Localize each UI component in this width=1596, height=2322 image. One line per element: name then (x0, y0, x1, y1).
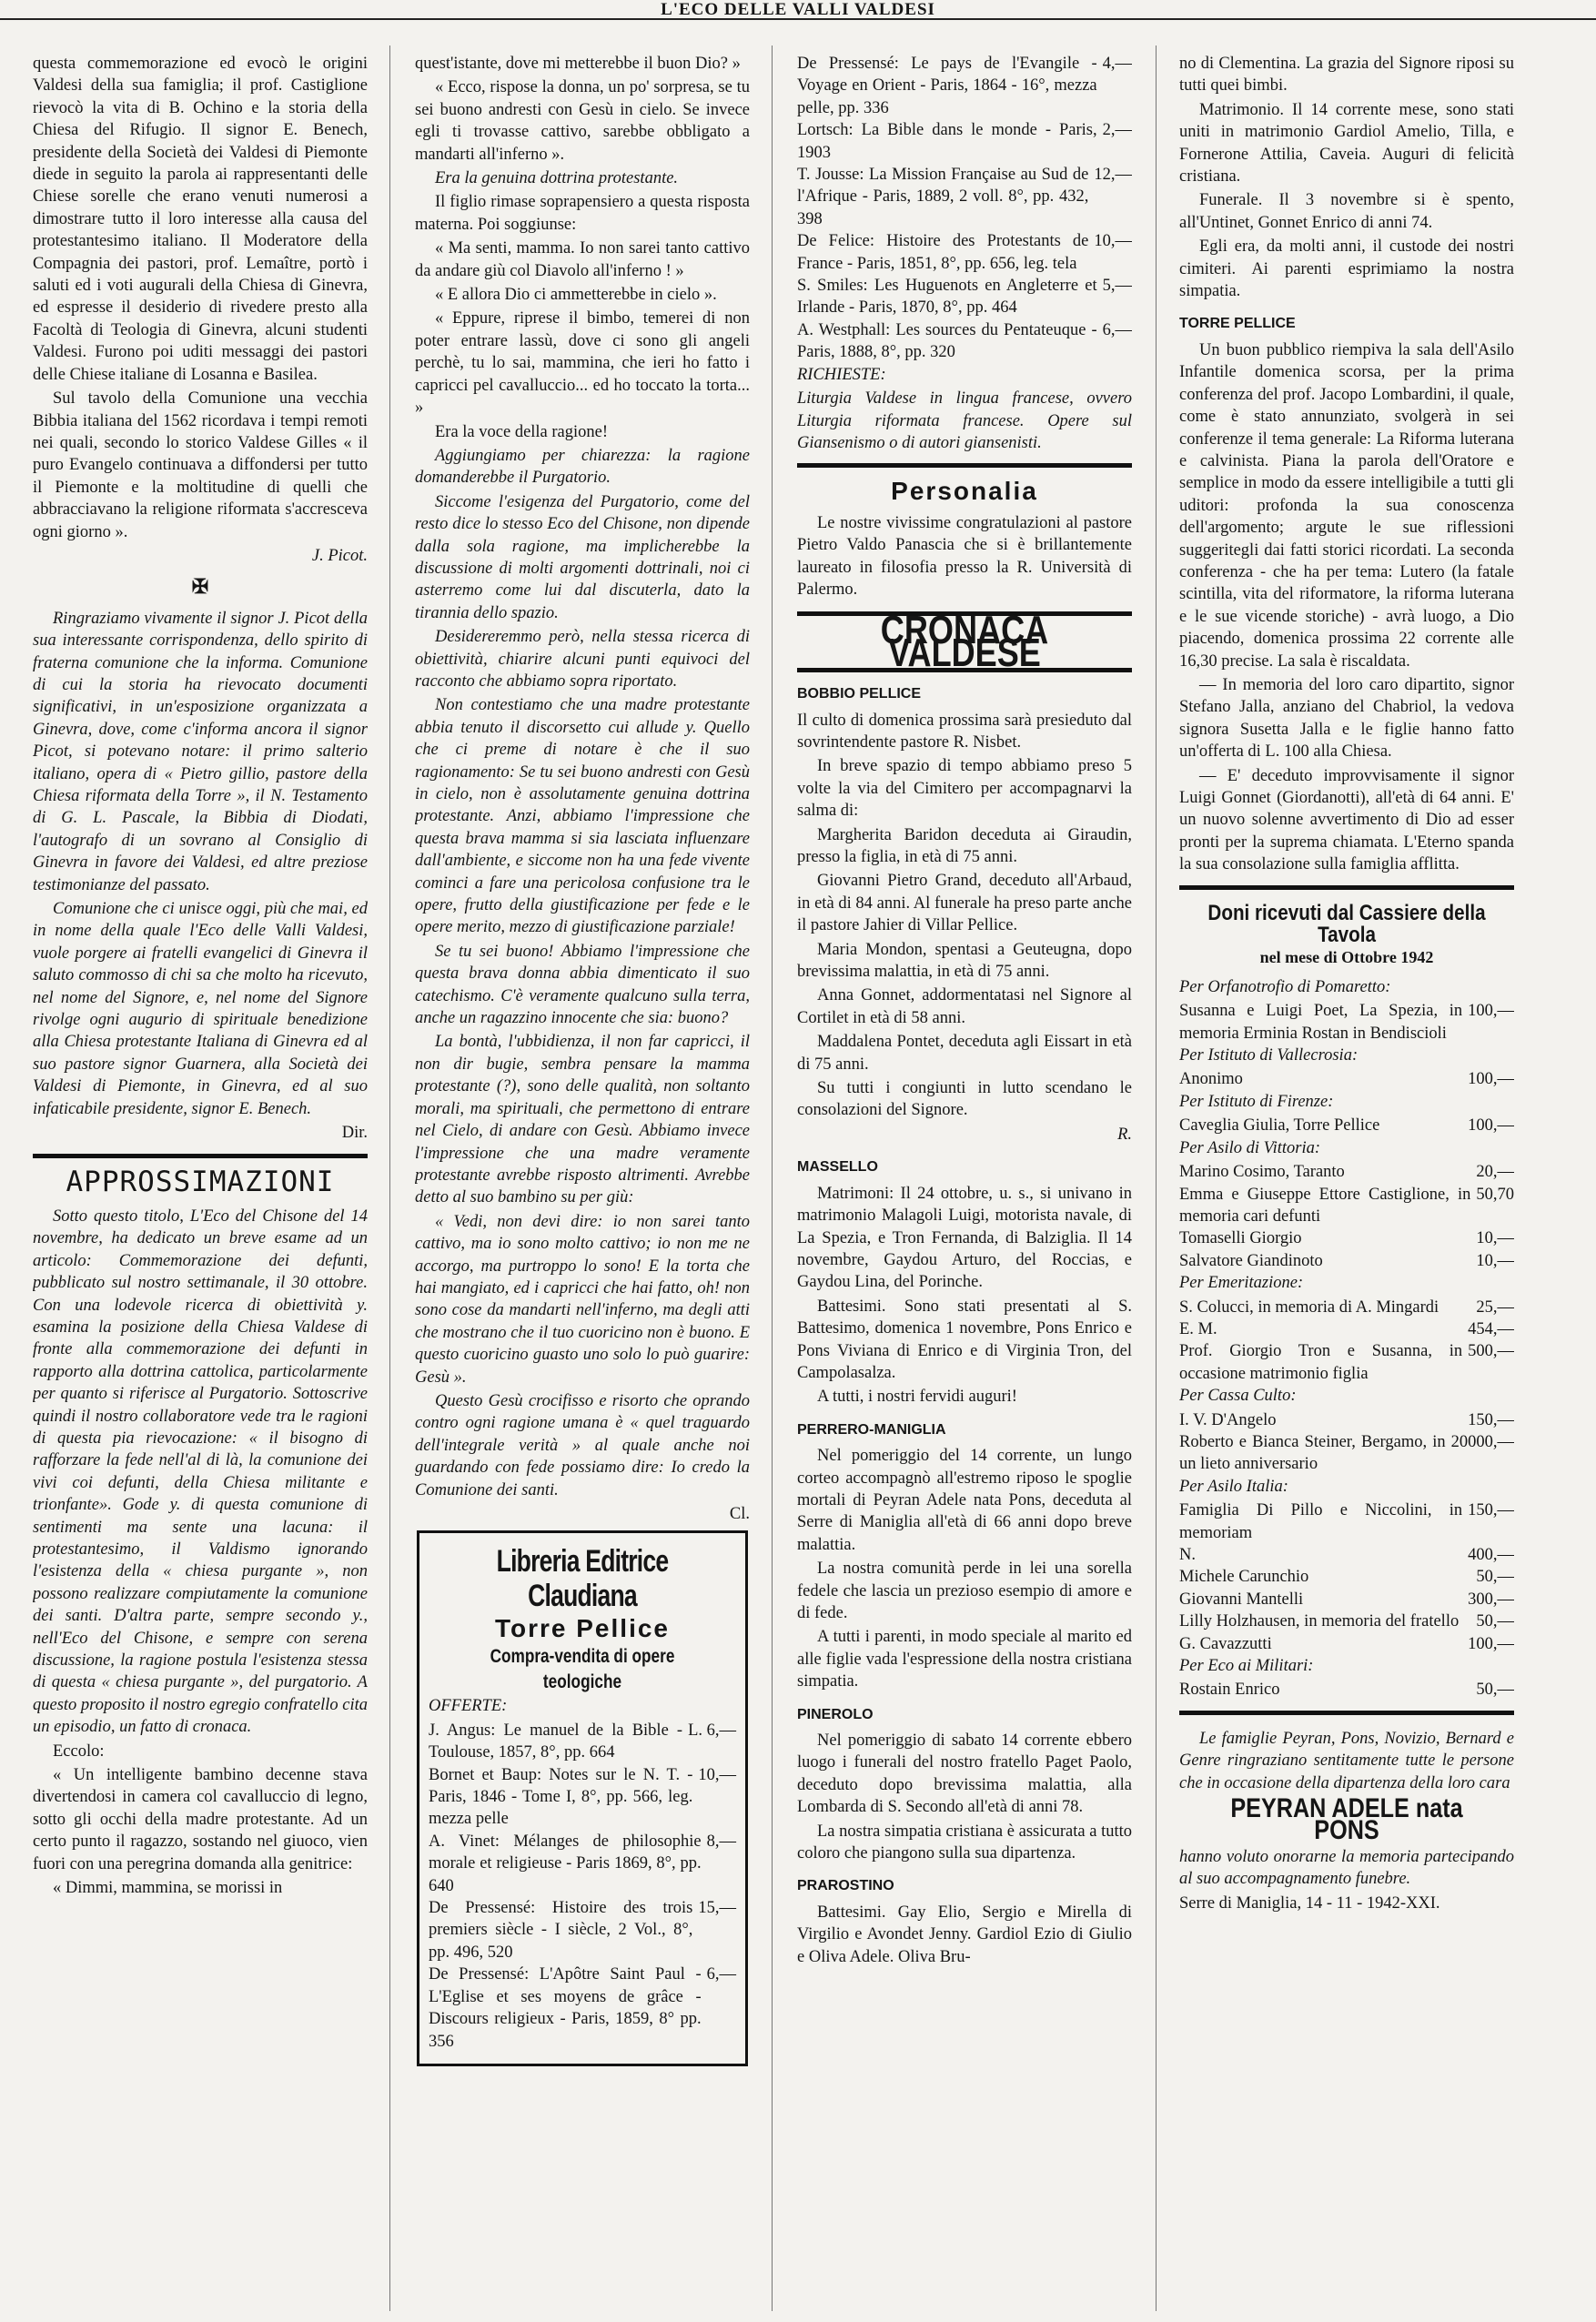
item-amount: 100,— (1468, 1634, 1514, 1653)
signature: Dir. (341, 1124, 368, 1143)
paragraph: — In memoria del loro caro dipartito, signor Stefano Jalla, anziano del Chabriol, la vedova signora Susetta Jalla e le figlie hanno fatto un'offerta di L. 100 alla Chiesa. (1179, 675, 1514, 762)
list-category: Per Istituto di Firenze: (1179, 1092, 1334, 1111)
item-description: Michele Carunchio (1179, 1568, 1309, 1587)
item-description: Famiglia Di Pillo e Niccolini, in memoriam (1179, 1501, 1463, 1542)
list-category: Per Istituto di Vallecrosia: (1179, 1046, 1359, 1065)
paragraph: Maddalena Pontet, deceduta agli Eissart in età di 75 anni. (797, 1033, 1132, 1074)
signature: R. (1117, 1125, 1132, 1144)
list-item (1179, 1068, 1514, 1090)
item-amount: 50,70 (1476, 1185, 1514, 1204)
offers-heading: OFFERTE: (429, 1697, 508, 1716)
cronaca-banner (797, 608, 1132, 675)
item-description: Lortsch: La Bible dans le monde - Paris, 1903 (797, 121, 1097, 162)
paragraph: Il figlio rimase soprapensiero a questa risposta materna. Poi soggiunse: (415, 193, 750, 234)
thanks-notice: Le famiglie Peyran, Pons, Novizio, Bernard e Genre ringraziano sentitamente tutte le persone che in occasione della dipartenza della loro cara (1179, 1729, 1514, 1792)
list-item (1179, 1000, 1514, 1045)
paragraph: « Dimmi, mammina, se morissi in (53, 1879, 283, 1898)
list-item (1179, 1431, 1514, 1476)
item-description: Rostain Enrico (1179, 1681, 1280, 1700)
section-heading: TORRE PELLICE (1179, 316, 1296, 332)
list-item (797, 119, 1132, 164)
deceased-name: PEYRAN ADELE nata PONS (1230, 1793, 1463, 1846)
signature: Cl. (729, 1505, 750, 1523)
column-2 (415, 53, 750, 2309)
paragraph: A tutti i parenti, in modo speciale al marito ed alle figlie vada l'espressione della nostra cristiana simpatia. (797, 1628, 1132, 1691)
section-rule (797, 463, 1132, 468)
paragraph: Ringraziamo vivamente il signor J. Picot della sua interessante corrispondenza, dello spirito di fraterna comunione che la informa. Comunione di cui la storia ha rievocato documenti significativi, in un'esposizione organizzata a Ginevra, dove, come c'informa ancora il signor Picot, si potevano notare: il primo salterio italiano, opera di « Pietro gillio, pastore della Chiesa riformata della Torre », il N. Testamento di G. L. Pascale, la Bibbia di Diodati, l'autografo di un sovrano al Consiglio di Ginevra in favore dei Valdesi, ed altre preziose testimonianze del passato. (33, 609, 368, 894)
article-headline: APPROSSIMAZIONI (66, 1165, 335, 1198)
item-amount: 15,— (698, 1899, 736, 1918)
advert-subtitle: Torre Pellice (494, 1614, 670, 1643)
item-description: Susanna e Luigi Poet, La Spezia, in memoria Erminia Rostan in Bendiscioli (1179, 1002, 1463, 1043)
list-item (1179, 1679, 1514, 1701)
paragraph: Non contestiamo che una madre protestante abbia tenuto il discorsetto cui allude y. Quello che ci preme di notare è che il suo ragionamento: Se tu sei buono andresti con Gesù in cielo, non è assolutamente genuina dottrina protestante. Anzi, abbiamo l'impressione che questa brava mamma si sia lasciata influenzare dall'ambiente, e siccome non ha una fede vivente cominci a fare una pericolosa confusione tra le opere, frutto della giustificazione per fede e le opere merito, mezzo di giustificazione parziale! (415, 696, 750, 937)
paragraph: « Vedi, non devi dire: io non sarei tanto cattivo, ma io sono molto cattivo; io non me ne accorgo, ma purtroppo lo sono! E la torta che hai mangiato, ed i capricci che hai fatto, oh! non sono cose da mandarti nell'inferno, ma degli atti che mostrano che il tuo cuoricino non è buono. E questo cuoricino guasto uno solo lo può guarire: Gesù ». (415, 1212, 750, 1387)
list-category: Per Asilo di Vittoria: (1179, 1138, 1321, 1157)
item-amount: 150,— (1468, 1501, 1514, 1520)
item-amount: 50,— (1476, 1612, 1514, 1631)
item-description: A. Vinet: Mélanges de philosophie morale et religieuse - Paris 1869, 8°, pp. 640 (429, 1832, 702, 1895)
item-description: Prof. Giorgio Tron e Susanna, in occasione matrimonio figlia (1179, 1342, 1463, 1383)
list-item (1179, 1544, 1514, 1566)
column-divider (772, 45, 773, 2311)
item-description: E. M. (1179, 1319, 1217, 1338)
paragraph: Eccolo: (53, 1742, 105, 1761)
paragraph: « E allora Dio ci ammetterebbe in cielo ». (435, 286, 717, 305)
paragraph: « Eppure, riprese il bimbo, temerei di non poter entrare lassù, dove ci sono gli angeli perchè, tu lo sai, mammina, che ieri ho fatto i capricci pel cavalluccio... ed ho toccato la torta... » (415, 309, 750, 418)
list-item (1179, 1297, 1514, 1318)
item-description: Lilly Holzhausen, in memoria del fratello (1179, 1612, 1460, 1631)
item-amount: 8,— (706, 1832, 736, 1851)
paragraph: Battesimi. Gay Elio, Sergio e Mirella di Virgilio e Avondet Jenny. Gardiol Ezio di Giulio e Oliva Adele. Oliva Bru- (797, 1903, 1132, 1966)
paragraph: « Ma senti, mamma. Io non sarei tanto cattivo da andare giù col Diavolo all'inferno ! » (415, 239, 750, 280)
item-amount: 100,— (1468, 1070, 1514, 1089)
section-rule (33, 1154, 368, 1158)
paragraph: Era la voce della ragione! (435, 422, 609, 441)
item-amount: 12,— (1094, 166, 1132, 185)
list-item (1179, 1409, 1514, 1431)
list-item (429, 1831, 736, 1897)
item-description: I. V. D'Angelo (1179, 1410, 1277, 1429)
advert-title: Libreria Editrice Claudiana (496, 1544, 669, 1614)
paragraph: Margherita Baridon deceduta ai Giraudin, presso la figlia, in età di 75 anni. (797, 825, 1132, 866)
column-4 (1179, 53, 1514, 2309)
donations-heading: Doni ricevuti dal Cassiere della Tavola (1207, 900, 1486, 948)
list-item (1179, 1633, 1514, 1655)
item-description: N. (1179, 1546, 1196, 1564)
list-item (1179, 1161, 1514, 1183)
item-amount: 100,— (1468, 1116, 1514, 1136)
list-item (1179, 1318, 1514, 1340)
item-amount: 6,— (1102, 320, 1132, 339)
advert-tagline: Compra-vendita di opere teologiche (490, 1646, 675, 1693)
paragraph: Matrimonio. Il 14 corrente mese, sono stati uniti in matrimonio Gardiol Amelio, Tilla, e Fornerone Attilia, Caveia. Auguri di felicità cristiana. (1179, 100, 1514, 187)
item-amount: 5,— (1102, 277, 1132, 296)
paragraph: questa commemorazione ed evocò le origini Valdesi della sua famiglia; il prof. Castiglione rievocò la vita di B. Ochino e la storia della Chiesa del Rifugio. Il signor E. Benech, presidente della Società dei Valdesi di Piemonte diede in seguito la parola ai rappresentanti delle Chiese sorelle che erano venuti numerosi a dimostrare tutto il loro interesse alla causa del protestantesimo italiano. Il Moderatore della Compagnia dei pastori, prof. Lemaître, portò i saluti ed i voti augurali della Chiesa di Ginevra, ed espresse il desiderio di rivedere presto alla Facoltà di Teologia di Ginevra, alcuni studenti Valdesi. Furono poi uditi messaggi dei pastori delle Chiese italiane di Losanna e Basilea. (33, 55, 368, 384)
paragraph: Egli era, da molti anni, il custode dei nostri cimiteri. Ai parenti esprimiamo la nostra simpatia. (1179, 237, 1514, 301)
item-amount: 500,— (1468, 1342, 1514, 1361)
item-description: Caveglia Giulia, Torre Pellice (1179, 1116, 1380, 1136)
item-description: Tomaselli Giorgio (1179, 1229, 1302, 1248)
column-divider (389, 45, 390, 2311)
item-amount: 10,— (698, 1765, 736, 1784)
list-category: Per Asilo Italia: (1179, 1477, 1288, 1496)
list-category: Per Cassa Culto: (1179, 1387, 1297, 1406)
paragraph: Su tutti i congiunti in lutto scendano le consolazioni del Signore. (797, 1079, 1132, 1120)
item-amount: 100,— (1468, 1002, 1514, 1021)
item-description: Salvatore Giandinoto (1179, 1251, 1323, 1270)
paragraph: no di Clementina. La grazia del Signore riposi su tutti quei bimbi. (1179, 55, 1514, 96)
paragraph: Se tu sei buono! Abbiamo l'impressione che questa brava donna abbia dimenticato il suo catechismo. C'è veramente qualcuno sulla terra, anche un ragazzino innocente che sia: buono? (415, 942, 750, 1028)
item-description: De Pressensé: Le pays de l'Evangile - Voyage en Orient - Paris, 1864 - 16°, mezza pelle, pp. 336 (797, 55, 1097, 117)
cronaca-heading: CRONACA VALDESE (880, 608, 1049, 675)
signature: J. Picot. (311, 546, 368, 565)
item-amount: 10,— (1476, 1229, 1514, 1248)
list-item (1179, 1250, 1514, 1272)
section-heading: PRAROSTINO (797, 1878, 894, 1894)
paragraph: quest'istante, dove mi metterebbe il buon Dio? » (415, 55, 741, 73)
section-heading: PERRERO-MANIGLIA (797, 1421, 946, 1438)
item-amount: 20000,— (1450, 1432, 1514, 1451)
paragraph: Aggiungiamo per chiarezza: la ragione domanderebbe il Purgatorio. (415, 446, 750, 488)
list-item (429, 1964, 736, 2053)
list-item (1179, 1115, 1514, 1136)
column-3 (797, 53, 1132, 2309)
item-description: Marino Cosimo, Taranto (1179, 1163, 1345, 1182)
item-amount: 454,— (1468, 1319, 1514, 1338)
item-description: G. Cavazzutti (1179, 1634, 1272, 1653)
paragraph: Matrimoni: Il 24 ottobre, u. s., si univano in matrimonio Malagoli Luigi, motorista navale, di La Spezia, e Tron Fernanda, di Balziglia. Il 14 novembre, Gaydou Arturo, del Roccias, e Gaydou Lina, del Porinche. (797, 1184, 1132, 1292)
list-item (1179, 1227, 1514, 1249)
paragraph: Nel pomeriggio di sabato 14 corrente ebbero luogo i funerali del nostro fratello Paget Paolo, deceduto dopo brevissima malattia, alla Lombarda di S. Secondo all'età di anni 78. (797, 1731, 1132, 1817)
list-item (1179, 1610, 1514, 1632)
paragraph: Anna Gonnet, addormentatasi nel Signore al Cortilet in età di 58 anni. (797, 986, 1132, 1027)
paragraph: Giovanni Pietro Grand, deceduto all'Arbaud, in età di 84 anni. Al funerale ha preso parte anche il pastore Jahier di Villar Pellice. (797, 872, 1132, 935)
item-amount: 6,— (706, 1965, 736, 1984)
personalia-heading: Personalia (891, 477, 1038, 506)
donations-subheading: nel mese di Ottobre 1942 (1259, 948, 1434, 967)
item-amount: 400,— (1468, 1546, 1514, 1564)
offer-list (429, 1720, 736, 2053)
item-description: De Felice: Histoire des Protestants de France - Paris, 1851, 8°, pp. 656, leg. tela (797, 232, 1089, 273)
section-heading: MASSELLO (797, 1159, 878, 1176)
list-item (1179, 1499, 1514, 1544)
paragraph: Le nostre vivissime congratulazioni al pastore Pietro Valdo Panascia che si è brillantemente laureato in filosofia presso la R. Università di Palermo. (797, 513, 1132, 599)
item-amount: 300,— (1468, 1590, 1514, 1609)
item-description: Emma e Giuseppe Ettore Castiglione, in memoria cari defunti (1179, 1185, 1471, 1226)
column-divider (1156, 45, 1157, 2311)
list-item (429, 1764, 736, 1831)
paragraph: « Un intelligente bambino decenne stava divertendosi in camera col cavalluccio di legno, sotto gli occhi della madre protestante. Ad un certo punto il ragazzo, sostando nel giuoco, vien fuori con una peregrina domanda alla genitrice: (33, 1766, 368, 1873)
item-description: De Pressensé: Histoire des trois premiers siècle - I siècle, 2 Vol., 8°, pp. 496, 520 (429, 1899, 693, 1962)
item-description: Anonimo (1179, 1070, 1243, 1089)
bookshop-advertisement (417, 1530, 748, 2066)
section-rule (1179, 885, 1514, 890)
section-heading: BOBBIO PELLICE (797, 686, 922, 702)
list-item (797, 230, 1132, 275)
item-description: A. Westphall: Les sources du Pentateuque - Paris, 1888, 8°, pp. 320 (797, 320, 1097, 362)
list-item (1179, 1566, 1514, 1588)
item-amount: 25,— (1476, 1297, 1514, 1317)
paragraph: Un buon pubblico riempiva la sala dell'Asilo Infantile domenica scorsa, per la prima conferenza del prof. Jacopo Lombardini, il quale, come è stato annunziato, svolgerà in sei conferenze il tema generale: La Riforma luterana e calvinista. Piana la parola dell'Oratore e semplice in modo da essere intelligibile a tutti gli uditori: profonda la sua conoscenza dell'argomento; argute le sue riflessioni suggeritegli dai fatti storici ricordati. La seconda conferenza - che ha per tema: Lutero (la fatale scintilla, vita del riformatore, la riforma luterana e le sue vicende storiche) - avrà luogo, a Dio piacendo, domenica prossima 22 corrente alle 16,30 precise. La sala è riscaldata. (1179, 340, 1514, 671)
item-description: Roberto e Bianca Steiner, Bergamo, in un lieto anniversario (1179, 1432, 1446, 1474)
list-item (797, 164, 1132, 230)
paragraph: Era la genuina dottrina protestante. (435, 169, 679, 188)
paragraph: « Ecco, rispose la donna, un po' sorpresa, se tu sei buono andresti con Gesù in cielo. Se invece egli ti trovasse cattivo, sarebbe obbligato a mandarti all'inferno ». (415, 78, 750, 164)
paragraph: Siccome l'esigenza del Purgatorio, come del resto dice lo stesso Eco del Chisone, non dipende dalla sola ragione, ma implicherebbe la discussione di molti argomenti dottrinali, noi ci asterremo come lui dal discuterla, dato la tirannia dello spazio. (415, 492, 750, 622)
item-amount: 50,— (1476, 1568, 1514, 1587)
item-amount: 20,— (1476, 1163, 1514, 1182)
item-description: De Pressensé: L'Apôtre Saint Paul - L'Eglise et ses moyens de grâce - Discours religieux - Paris, 1859, 8° pp. 356 (429, 1965, 702, 2051)
paragraph: Questo Gesù crocifisso e risorto che oprando contro ogni ragione umana è « quel traguardo dell'integrale verità » al quale anche noi guardando con fede possiamo dire: Io credo la Comunione dei santi. (415, 1391, 750, 1499)
section-rule (1179, 1711, 1514, 1715)
list-category: Per Emeritazione: (1179, 1274, 1304, 1293)
paragraph: La nostra simpatia cristiana è assicurata a tutto coloro che piangono sulla sua dipartenza. (797, 1822, 1132, 1863)
item-amount: 150,— (1468, 1410, 1514, 1429)
list-item (1179, 1589, 1514, 1610)
requests-text: Liturgia Valdese in lingua francese, ovvero Liturgia riformata francese. Opere sul Giansenismo o di autori giansenisti. (797, 389, 1132, 452)
donations-list (1179, 976, 1514, 1701)
offer-list (797, 53, 1132, 364)
item-description: S. Colucci, in memoria di A. Mingardi (1179, 1297, 1439, 1317)
masthead: L'ECO DELLE VALLI VALDESI (0, 0, 1596, 20)
paragraph: Funerale. Il 3 novembre si è spento, all'Untinet, Gonnet Enrico di anni 74. (1179, 191, 1514, 232)
paragraph: In breve spazio di tempo abbiamo preso 5 volte la via del Cimitero per accompagnarvi la salma di: (797, 757, 1132, 821)
list-item (797, 319, 1132, 364)
place-date: Serre di Maniglia, 14 - 11 - 1942-XXI. (1179, 1893, 1440, 1913)
paragraph: Sul tavolo della Comunione una vecchia Bibbia italiana del 1562 ricordava i tempi remoti nei quali, secondo lo storico Valdese Gilles « il puro Evangelo continuava a diffondersi per tutto il Piemonte e la moltitudine di quelli che abbracciavano la religione riformata s'accresceva ogni giorno ». (33, 389, 368, 541)
item-description: Giovanni Mantelli (1179, 1590, 1304, 1609)
section-heading: PINEROLO (797, 1706, 874, 1722)
item-amount: L. 6,— (688, 1721, 736, 1740)
thanks-notice: hanno voluto onorarne la memoria partecipando al suo accompagnamento funebre. (1179, 1847, 1514, 1889)
paragraph: La bontà, l'ubbidienza, il non far capricci, il non dir bugie, sembra pensare la mamma protestante (?), sono delle qualità, non soltanto morali, ma spirituali, che permettono di entrare nel Cielo, di andare con Gesù. Abbiamo invece l'impressione che una madre veramente protestante avrebbe risposto altrimenti. Avrebbe detto al suo bambino su per giù: (415, 1033, 750, 1207)
item-description: J. Angus: Le manuel de la Bible - Toulouse, 1857, 8°, pp. 664 (429, 1721, 683, 1762)
column-1 (33, 53, 368, 2309)
list-category: Per Orfanotrofio di Pomaretto: (1179, 977, 1391, 996)
paragraph: Il culto di domenica prossima sarà presieduto dal sovrintendente pastore R. Nisbet. (797, 711, 1132, 752)
paragraph: Maria Mondon, spentasi a Geuteugna, dopo brevissima malattia, in età di 75 anni. (797, 940, 1132, 982)
paragraph: A tutti, i nostri fervidi auguri! (817, 1388, 1017, 1407)
paragraph: Nel pomeriggio del 14 corrente, un lungo corteo accompagnò all'estremo riposo le spoglie mortali di Peyran Adele nata Pons, deceduta al Serre di Maniglia all'età di 66 anni dopo breve malattia. (797, 1447, 1132, 1554)
item-amount: 4,— (1102, 55, 1132, 73)
list-item (797, 53, 1132, 119)
requests-heading: RICHIESTE: (797, 365, 886, 384)
item-amount: 50,— (1476, 1681, 1514, 1700)
paragraph: — E' deceduto improvvisamente il signor Luigi Gonnet (Giordanotti), all'età di 64 anni. E' un nuovo solenne avvertimento di Dio ad esser pronti per la suprema chiamata. L'Eterno spanda la sua consolazione sulla famiglia afflitta. (1179, 766, 1514, 874)
cross-ornament: ✠ (191, 575, 209, 599)
item-description: S. Smiles: Les Huguenots en Angleterre et Irlande - Paris, 1870, 8°, pp. 464 (797, 277, 1097, 318)
list-item (429, 1720, 736, 1764)
list-item (429, 1897, 736, 1964)
list-item (1179, 1184, 1514, 1228)
item-description: Bornet et Baup: Notes sur le N. T. - Paris, 1846 - Tome I, 8°, pp. 566, leg. mezza pelle (429, 1765, 693, 1829)
item-amount: 10,— (1094, 232, 1132, 251)
list-category: Per Eco ai Militari: (1179, 1657, 1314, 1676)
list-item (1179, 1340, 1514, 1385)
paragraph: Desidereremmo però, nella stessa ricerca di obiettività, chiarire alcuni punti equivoci del racconto che abbiamo sopra riportato. (415, 628, 750, 691)
paragraph: La nostra comunità perde in lei una sorella fedele che lascia un prezioso esempio di amore e di fede. (797, 1560, 1132, 1622)
list-item (797, 275, 1132, 319)
item-amount: 2,— (1102, 121, 1132, 140)
item-amount: 10,— (1476, 1251, 1514, 1270)
paragraph: Battesimi. Sono stati presentati al S. Battesimo, domenica 1 novembre, Pons Enrico e Pons Viviana di Enrico e di Virginia Tron, del Campolasalza. (797, 1297, 1132, 1382)
paragraph: Comunione che ci unisce oggi, più che mai, ed in nome della quale l'Eco delle Valli Valdesi, vuole porgere ai fratelli evangelici di Ginevra il saluto commosso di chi sa che molto ha ricevuto, nel nome del Signore, e, nel nome del Signore rivolge ogni augurio di spirituale benedizione alla Chiesa protestante Italiana di Ginevra ed al suo pastore signor Guarnera, alla Società dei Valdesi di Piemonte, in Ginevra, ed al suo infaticabile presidente, signor E. Benech. (33, 900, 368, 1118)
item-description: T. Jousse: La Mission Française au Sud de l'Afrique - Paris, 1889, 2 voll. 8°, pp. 432, 398 (797, 166, 1089, 228)
paragraph: Sotto questo titolo, L'Eco del Chisone del 14 novembre, ha dedicato un breve esame ad un articolo: Commemorazione dei defunti, pubblicato sul nostro settimanale, il 30 ottobre. Con una lodevole ricerca di obiettività y. esamina la posizione della Chiesa Valdese di fronte alla commemorazione dei defunti in rapporto alla dottrina cattolica, particolarmente per quanto si riferisce al Purgatorio. Sottoscrive quindi il nostro collaboratore vede tra le ragioni di questa pia rievocazione: « il bisogno di rafforzare la fede nell'al di là, la comunione dei vivi coi defunti, della Chiesa militante e trionfante». Gode y. di questa comunione di sentimenti ma sente una lacuna: il protestantesimo, il Valdismo ignorando l'esistenza della « chiesa purgante », non possono realizzare compiutamente la comunione dei santi. D'altra parte, sempre secondo y., nell'Eco del Chisone, e sempre con serena discussione, la ragione postula l'esistenza stessa di questa « chiesa purgante », del purgatorio. A questo proposito il nostro egregio confratello cita un episodio, un fatto di cronaca. (33, 1206, 368, 1737)
